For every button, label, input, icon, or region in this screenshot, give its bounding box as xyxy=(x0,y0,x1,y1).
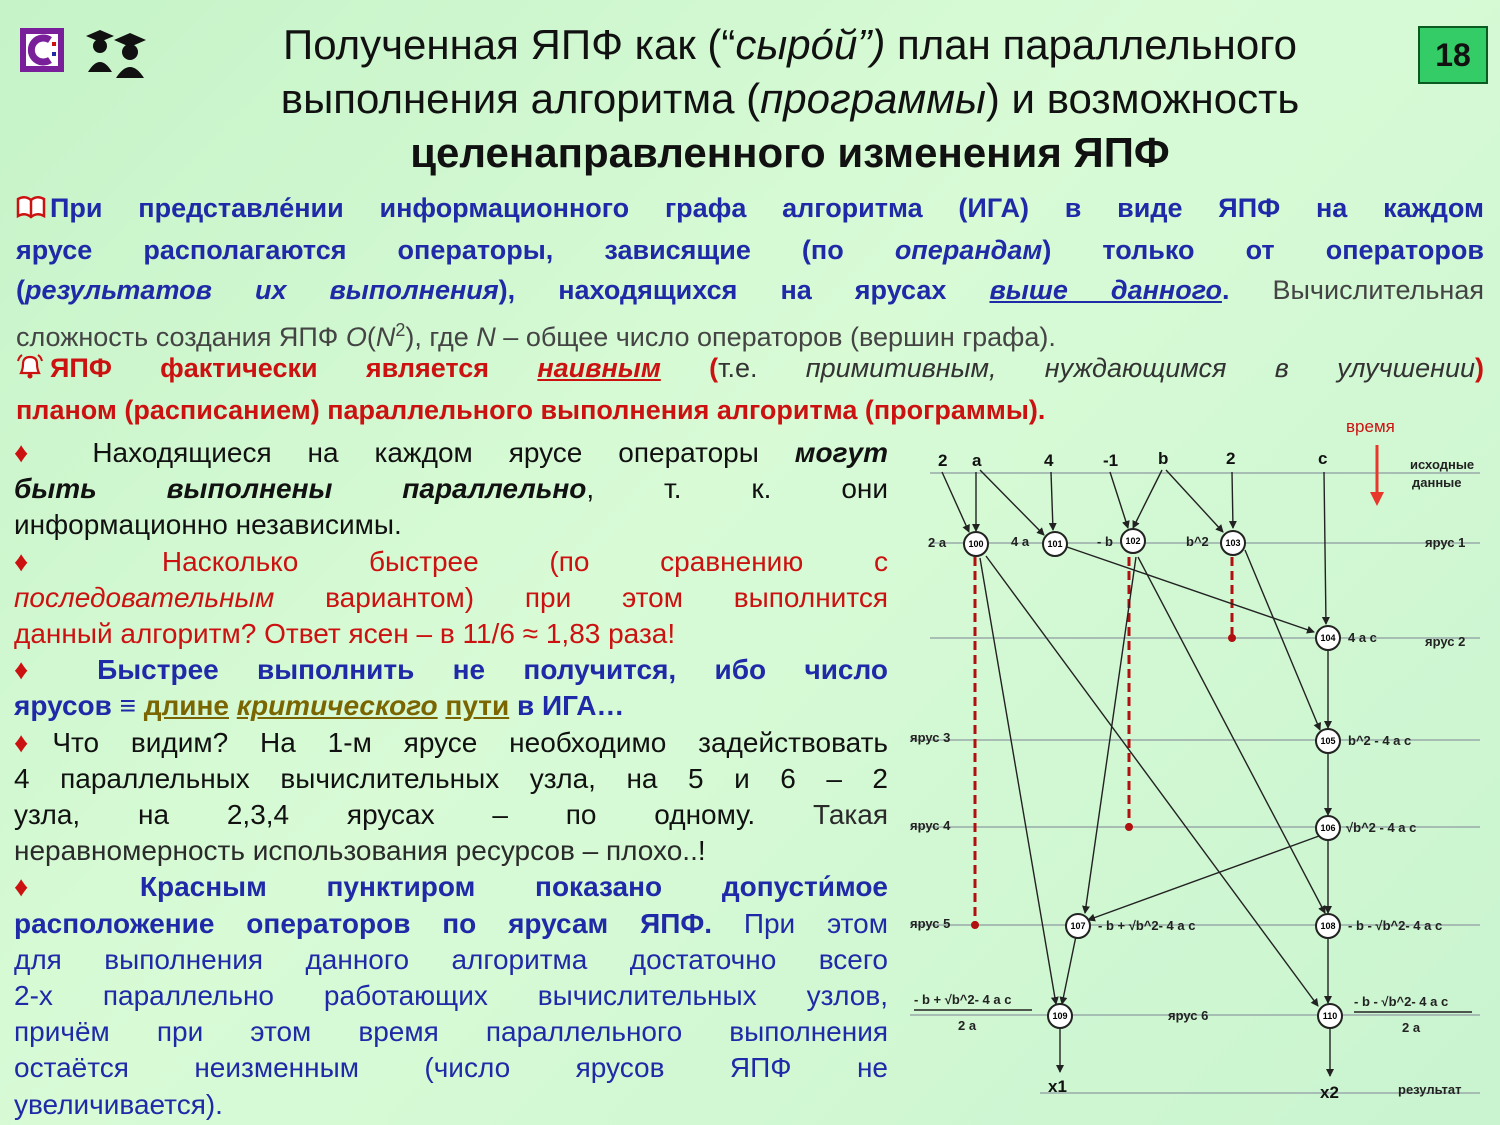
input-label: 2 xyxy=(938,451,948,470)
intro-italic: операндам xyxy=(894,235,1043,265)
node-id: 109 xyxy=(1052,1011,1068,1021)
node-id: 100 xyxy=(968,539,984,549)
formula-paren: ( xyxy=(366,322,376,352)
critical-path-link: пути xyxy=(445,690,510,722)
intro-paragraph xyxy=(16,188,1484,357)
note-italic: наивным xyxy=(537,353,661,383)
intro-text: ), находящихся на ярусах xyxy=(498,275,947,305)
level-label: результат xyxy=(1398,1082,1462,1097)
bullet-row xyxy=(14,761,888,797)
bullet-text: причём при этом время параллельного выполнения xyxy=(14,1016,888,1048)
formula-exp: 2 xyxy=(395,320,406,340)
computer-logo-icon xyxy=(20,28,64,72)
note-text: планом (расписанием) параллельного выполнения алгоритма (программы). xyxy=(16,395,1046,425)
node-id: 110 xyxy=(1322,1011,1338,1021)
edge xyxy=(986,556,1318,1006)
bullet-row xyxy=(14,906,888,942)
edge xyxy=(1085,557,1136,913)
critical-path-link: длине xyxy=(143,690,229,722)
edge xyxy=(1232,472,1233,528)
intro-row xyxy=(16,188,1484,230)
tiered-parallel-form-diagram xyxy=(900,410,1490,1115)
node-102 xyxy=(1121,529,1145,553)
title-line-3: целенаправленного изменения ЯПФ xyxy=(410,129,1170,176)
bullet-bold: в ИГА… xyxy=(516,690,625,722)
node-id: 105 xyxy=(1320,736,1336,746)
intro-row xyxy=(16,270,1484,310)
intro-italic: результатов их выполнения xyxy=(25,275,499,305)
red-dashed-placement xyxy=(975,557,1232,925)
bullet-text: информационно независимы. xyxy=(14,509,402,541)
bullet-text: узла, на 2,3,4 ярусах – по одному. xyxy=(14,799,756,831)
bullet-text: 2-х параллельно работающих вычислительных узлов, xyxy=(14,980,888,1012)
bullet-bold: Быстрее выполнить не получится, ибо число xyxy=(97,654,889,686)
intro-italic-underline: выше данного xyxy=(989,275,1222,305)
critical-path-link: критического xyxy=(236,690,438,722)
formula-n: N xyxy=(476,322,496,352)
bullet-text: Находящиеся на каждом ярусе операторы xyxy=(92,437,759,468)
intro-text: ярусе располагаются операторы, зависящие (по xyxy=(16,235,844,265)
diamond-icon: ♦ xyxy=(14,654,59,686)
title-line-1 xyxy=(170,18,1410,72)
bullet-row xyxy=(14,833,888,869)
node-105 xyxy=(1316,729,1340,753)
bullet-bold-italic: могут xyxy=(794,437,889,468)
intro-text: ) только от операторов xyxy=(1042,235,1484,265)
bullet-text: Такая xyxy=(812,799,889,831)
level-label-input: данные xyxy=(1412,475,1462,490)
bullet-text: , т. к. они xyxy=(586,473,889,505)
title-text: Полученная ЯПФ как (“ xyxy=(283,21,736,68)
edge xyxy=(1324,472,1326,624)
node-id: 107 xyxy=(1070,921,1086,931)
bullet-text: Насколько быстрее (по сравнению с xyxy=(161,545,889,577)
node-110 xyxy=(1318,1004,1342,1028)
node-label: 2 a xyxy=(1402,1020,1421,1035)
edge xyxy=(1067,547,1314,632)
diamond-icon: ♦ xyxy=(14,545,92,577)
output-label: x1 xyxy=(1048,1077,1067,1096)
dashed-end-dot xyxy=(1228,634,1236,642)
title-text: ) и возможность xyxy=(985,75,1300,122)
input-label: a xyxy=(972,451,982,470)
edge xyxy=(1245,550,1320,730)
intro-text: Вычислительная xyxy=(1272,275,1484,305)
dashed-end-dot xyxy=(971,921,979,929)
intro-text: При представле́нии информационного графа алгоритма (ИГА) в виде ЯПФ на каждом xyxy=(50,193,1484,223)
bullet-text: для выполнения данного алгоритма достаточно всего xyxy=(14,943,888,975)
bullet-text: остаётся неизменным (число ярусов ЯПФ не xyxy=(14,1052,888,1084)
node-106 xyxy=(1316,816,1340,840)
node-100 xyxy=(964,532,988,556)
bullet-row xyxy=(14,652,888,688)
bullet-row xyxy=(14,616,888,652)
bullet-row xyxy=(14,580,888,616)
node-104 xyxy=(1316,626,1340,650)
title-italic-text: программы xyxy=(760,75,986,122)
bullet-row xyxy=(14,507,888,543)
edge xyxy=(1133,470,1162,528)
bullet-row xyxy=(14,1014,888,1050)
bullet-bold-italic: быть выполнены параллельно xyxy=(14,473,587,505)
node-label: - b xyxy=(1097,534,1113,549)
input-label: 2 xyxy=(1226,449,1236,468)
title-text: план параллельного xyxy=(885,21,1297,68)
output-labels xyxy=(1048,1077,1339,1102)
node-108 xyxy=(1316,914,1340,938)
level-label: ярус 6 xyxy=(1168,1008,1209,1023)
input-label: 4 xyxy=(1044,451,1054,470)
bullet-row xyxy=(14,797,888,833)
slide-title xyxy=(170,18,1410,180)
bullet-row xyxy=(14,978,888,1014)
bullet-row xyxy=(14,1087,888,1123)
bullet-bold: Красным пунктиром показано допусти́мое xyxy=(139,871,888,903)
intro-text: сложность создания ЯПФ xyxy=(16,322,339,352)
input-labels xyxy=(938,449,1327,470)
edge xyxy=(1088,836,1319,920)
edge xyxy=(1110,472,1128,528)
node-label: √b^2 - 4 a c xyxy=(1346,820,1417,835)
book-icon xyxy=(16,190,50,230)
edge xyxy=(1166,470,1223,532)
note-text: ) xyxy=(1474,353,1484,383)
bullet-bold: ярусов ≡ xyxy=(14,690,136,722)
bullet-text: При этом xyxy=(743,907,888,939)
level-label: ярус 1 xyxy=(1425,535,1466,550)
level-label: ярус 5 xyxy=(910,916,951,931)
bullet-row xyxy=(14,544,888,580)
node-label: 2 a xyxy=(928,535,947,550)
edge xyxy=(1138,557,1325,913)
node-id: 102 xyxy=(1125,536,1141,546)
time-label: время xyxy=(1346,417,1395,436)
intro-text: – общее число операторов (вершин графа). xyxy=(503,322,1056,352)
edge xyxy=(980,470,1044,535)
bullet-row xyxy=(14,688,888,724)
dashed-end-dot xyxy=(1125,823,1133,831)
diamond-icon: ♦ xyxy=(14,871,81,903)
bullet-row xyxy=(14,435,888,471)
node-label: b^2 - 4 a c xyxy=(1348,733,1412,748)
node-103 xyxy=(1221,531,1245,555)
node-101 xyxy=(1043,532,1067,556)
bullet-italic: последовательным xyxy=(14,581,275,613)
intro-row xyxy=(16,230,1484,270)
node-labels xyxy=(914,534,1472,1035)
node-label: - b + √b^2- 4 a c xyxy=(914,992,1012,1007)
logo-icons xyxy=(16,22,161,80)
bullet-text: ! xyxy=(697,835,706,867)
intro-text: . xyxy=(1221,275,1230,305)
node-label: b^2 xyxy=(1186,534,1209,549)
bullet-row xyxy=(14,725,888,761)
node-109 xyxy=(1048,1004,1072,1028)
bell-icon xyxy=(16,350,50,390)
bullet-text: неравномерность использования ресурсов – плохо.. xyxy=(14,835,698,867)
node-label: - b - √b^2- 4 a c xyxy=(1348,918,1443,933)
intro-text: ), где xyxy=(405,322,469,352)
title-text: выполнения алгоритма ( xyxy=(280,75,761,122)
bullet-row xyxy=(14,942,888,978)
bullet-row xyxy=(14,869,888,905)
bullet-row xyxy=(14,471,888,507)
note-text: т.е. xyxy=(718,353,758,383)
bullet-text: вариантом) при этом выполнится xyxy=(325,581,888,613)
page-number-badge: 18 xyxy=(1418,26,1488,84)
output-label: x2 xyxy=(1320,1083,1339,1102)
input-label: b xyxy=(1158,449,1169,468)
node-id: 101 xyxy=(1047,539,1063,549)
bullet-text: увеличивается). xyxy=(14,1088,223,1120)
title-line-2 xyxy=(170,72,1410,126)
slide-logo xyxy=(16,22,161,85)
node-label: - b - √b^2- 4 a c xyxy=(1354,994,1449,1009)
node-id: 108 xyxy=(1320,921,1336,931)
level-label: ярус 2 xyxy=(1425,634,1466,649)
edge xyxy=(942,472,969,532)
note-row xyxy=(16,348,1484,390)
node-label: 4 a xyxy=(1011,534,1030,549)
input-label: c xyxy=(1318,449,1328,468)
node-id: 106 xyxy=(1320,823,1336,833)
note-text: ЯПФ фактически является xyxy=(50,353,490,383)
intro-text: ( xyxy=(16,275,25,305)
bullet-text: Что видим? На 1-м ярусе необходимо задействовать xyxy=(52,726,888,758)
note-text: ( xyxy=(709,353,719,383)
graph-edges xyxy=(942,470,1330,1076)
node-107 xyxy=(1066,914,1090,938)
title-italic-text: сыро́й”) xyxy=(735,21,886,68)
edge xyxy=(1051,472,1053,530)
formula-n: N xyxy=(375,322,396,352)
node-label: - b + √b^2- 4 a c xyxy=(1098,918,1196,933)
formula-o: O xyxy=(345,322,367,352)
bullet-list xyxy=(14,435,888,1123)
edge xyxy=(1062,936,1076,1004)
diamond-icon: ♦ xyxy=(14,726,53,758)
bullet-bold: расположение операторов по ярусам ЯПФ. xyxy=(14,907,712,939)
level-label-input: исходные xyxy=(1410,457,1475,472)
diamond-icon: ♦ xyxy=(14,437,57,468)
edge xyxy=(980,558,1056,1004)
note-italic: примитивным, нуждающимся в улучшении xyxy=(805,353,1475,383)
input-label: -1 xyxy=(1103,451,1119,470)
level-label: ярус 4 xyxy=(910,818,951,833)
bullet-text: данный алгоритм? Ответ ясен – в 11/6 ≈ 1,83 раза! xyxy=(14,618,676,650)
node-label: 2 a xyxy=(958,1018,977,1033)
node-label: 4 a c xyxy=(1348,630,1377,645)
graduates-icon xyxy=(86,30,146,78)
node-id: 103 xyxy=(1225,538,1241,548)
bullet-text: 4 параллельных вычислительных узла, на 5 и 6 – 2 xyxy=(14,762,888,794)
bullet-row xyxy=(14,1050,888,1086)
node-id: 104 xyxy=(1320,633,1336,643)
level-label: ярус 3 xyxy=(910,730,951,745)
